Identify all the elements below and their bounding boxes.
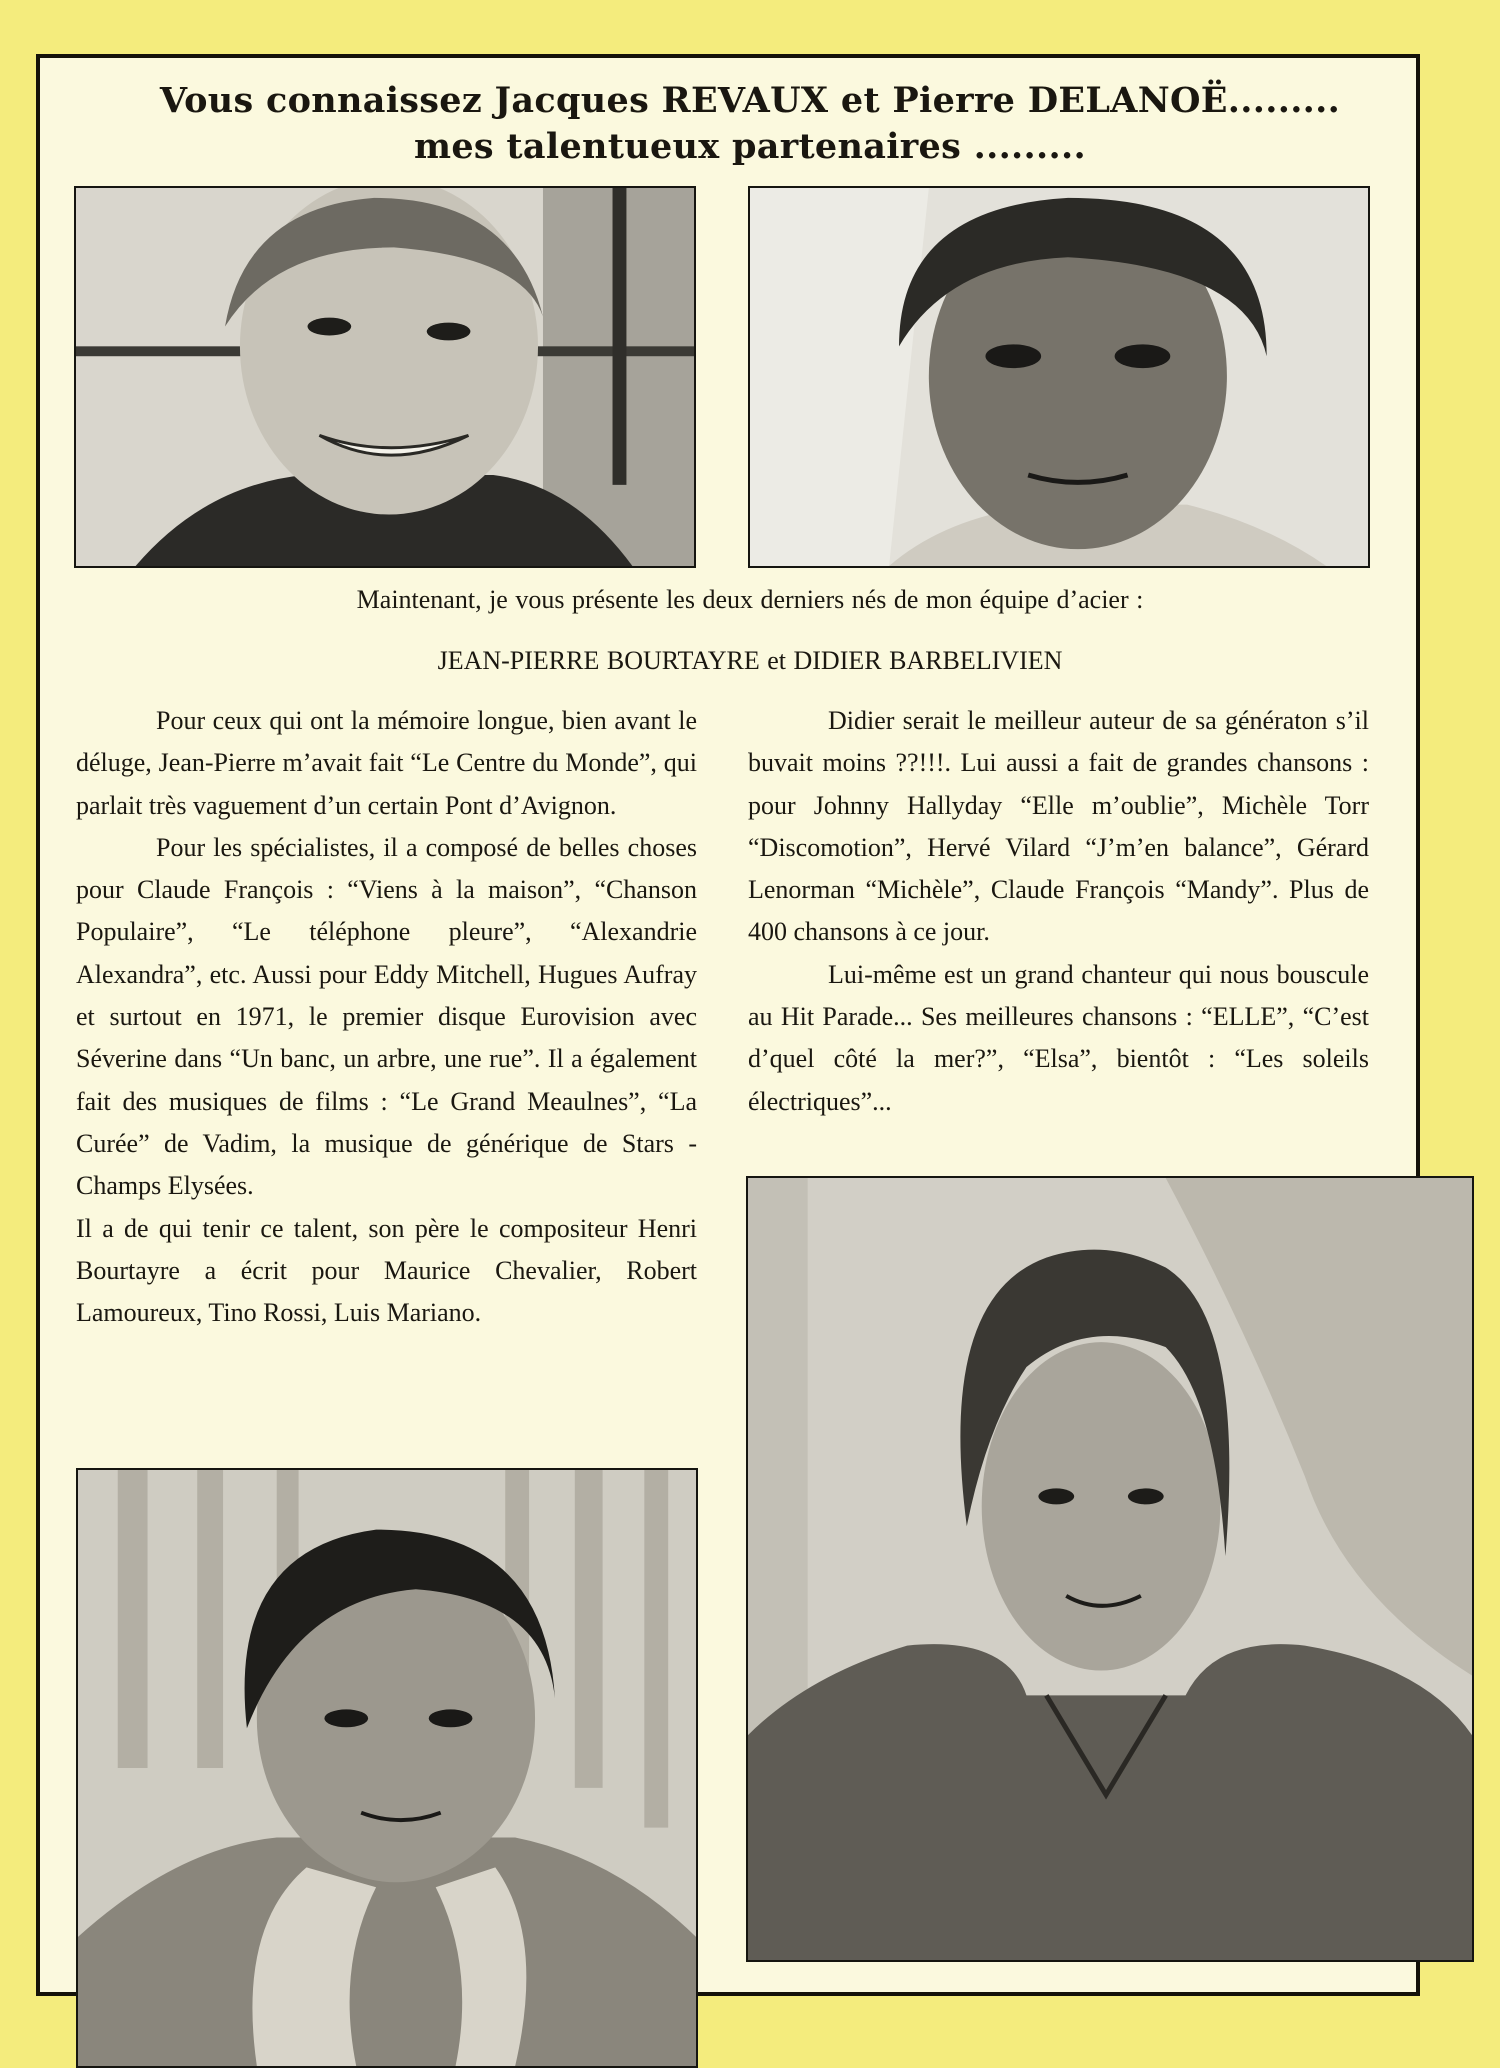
left-paragraph-1: Pour ceux qui ont la mémoire longue, bien avant le déluge, Jean-Pierre m’avait fait “Le Centre du Monde”, qui parlait très vaguement d’un certain Pont d’Avignon. — [76, 706, 697, 820]
left-paragraph-2: Pour les spécialistes, il a composé de belles choses pour Claude François : “Viens à la maison”, “Chanson Populaire”, “Le téléphone pleure”, “Alexandrie Alexandra”, etc. Aussi pour Eddy Mitchell, Hugues Aufray et surtout en 1971, le premier disque Eurovision avec Séverine dans “Un banc, un arbre, une rue”. Il a également fait des musiques de films : “Le Grand Meaulnes”, “La Curée” de Vadim, la musique de générique de Stars -Champs Elysées. — [76, 832, 697, 1201]
photo-jean-pierre-bourtayre — [76, 1468, 698, 2068]
names-conjunction: et — [767, 646, 786, 675]
right-paragraph-2: Lui-même est un grand chanteur qui nous bouscule au Hit Parade... Ses meilleures chansons : “ELLE”, “C’est d’quel côté la mer?”, “Elsa”, bientôt : “Les soleils électriques”... — [748, 959, 1369, 1116]
title-line-2: mes talentueux partenaires ......... — [414, 126, 1086, 167]
photo-didier-barbelivien — [746, 1176, 1474, 1962]
name-didier-barbelivien: DIDIER BARBELIVIEN — [793, 646, 1063, 675]
right-paragraph-1: Didier serait le meilleur auteur de sa génératon s’il buvait moins ??!!!. Lui aussi a fait de grandes chansons : pour Johnny Hallyday “Elle m’oublie”, Michèle Torr “Discomotion”, Hervé Vilard “J’m’en balance”, Gérard Lenorman “Michèle”, Claude François “Mandy”. Plus de 400 chansons à ce jour. — [748, 706, 1369, 947]
left-column — [76, 700, 697, 1334]
names-heading — [0, 646, 1500, 676]
photo-jacques-revaux — [74, 186, 696, 568]
left-paragraph-3: Il a de qui tenir ce talent, son père le compositeur Henri Bourtayre a écrit pour Maurice Chevalier, Robert Lamoureux, Tino Rossi, Luis Mariano. — [76, 1213, 697, 1328]
photo-pierre-delanoe — [748, 186, 1370, 568]
name-jean-pierre-bourtayre: JEAN-PIERRE BOURTAYRE — [437, 646, 760, 675]
intro-line: Maintenant, je vous présente les deux derniers nés de mon équipe d’acier : — [356, 585, 1144, 614]
page-title — [0, 78, 1500, 170]
right-column — [748, 700, 1369, 1123]
title-line-1: Vous connaissez Jacques REVAUX et Pierre DELANOË......... — [159, 80, 1341, 121]
